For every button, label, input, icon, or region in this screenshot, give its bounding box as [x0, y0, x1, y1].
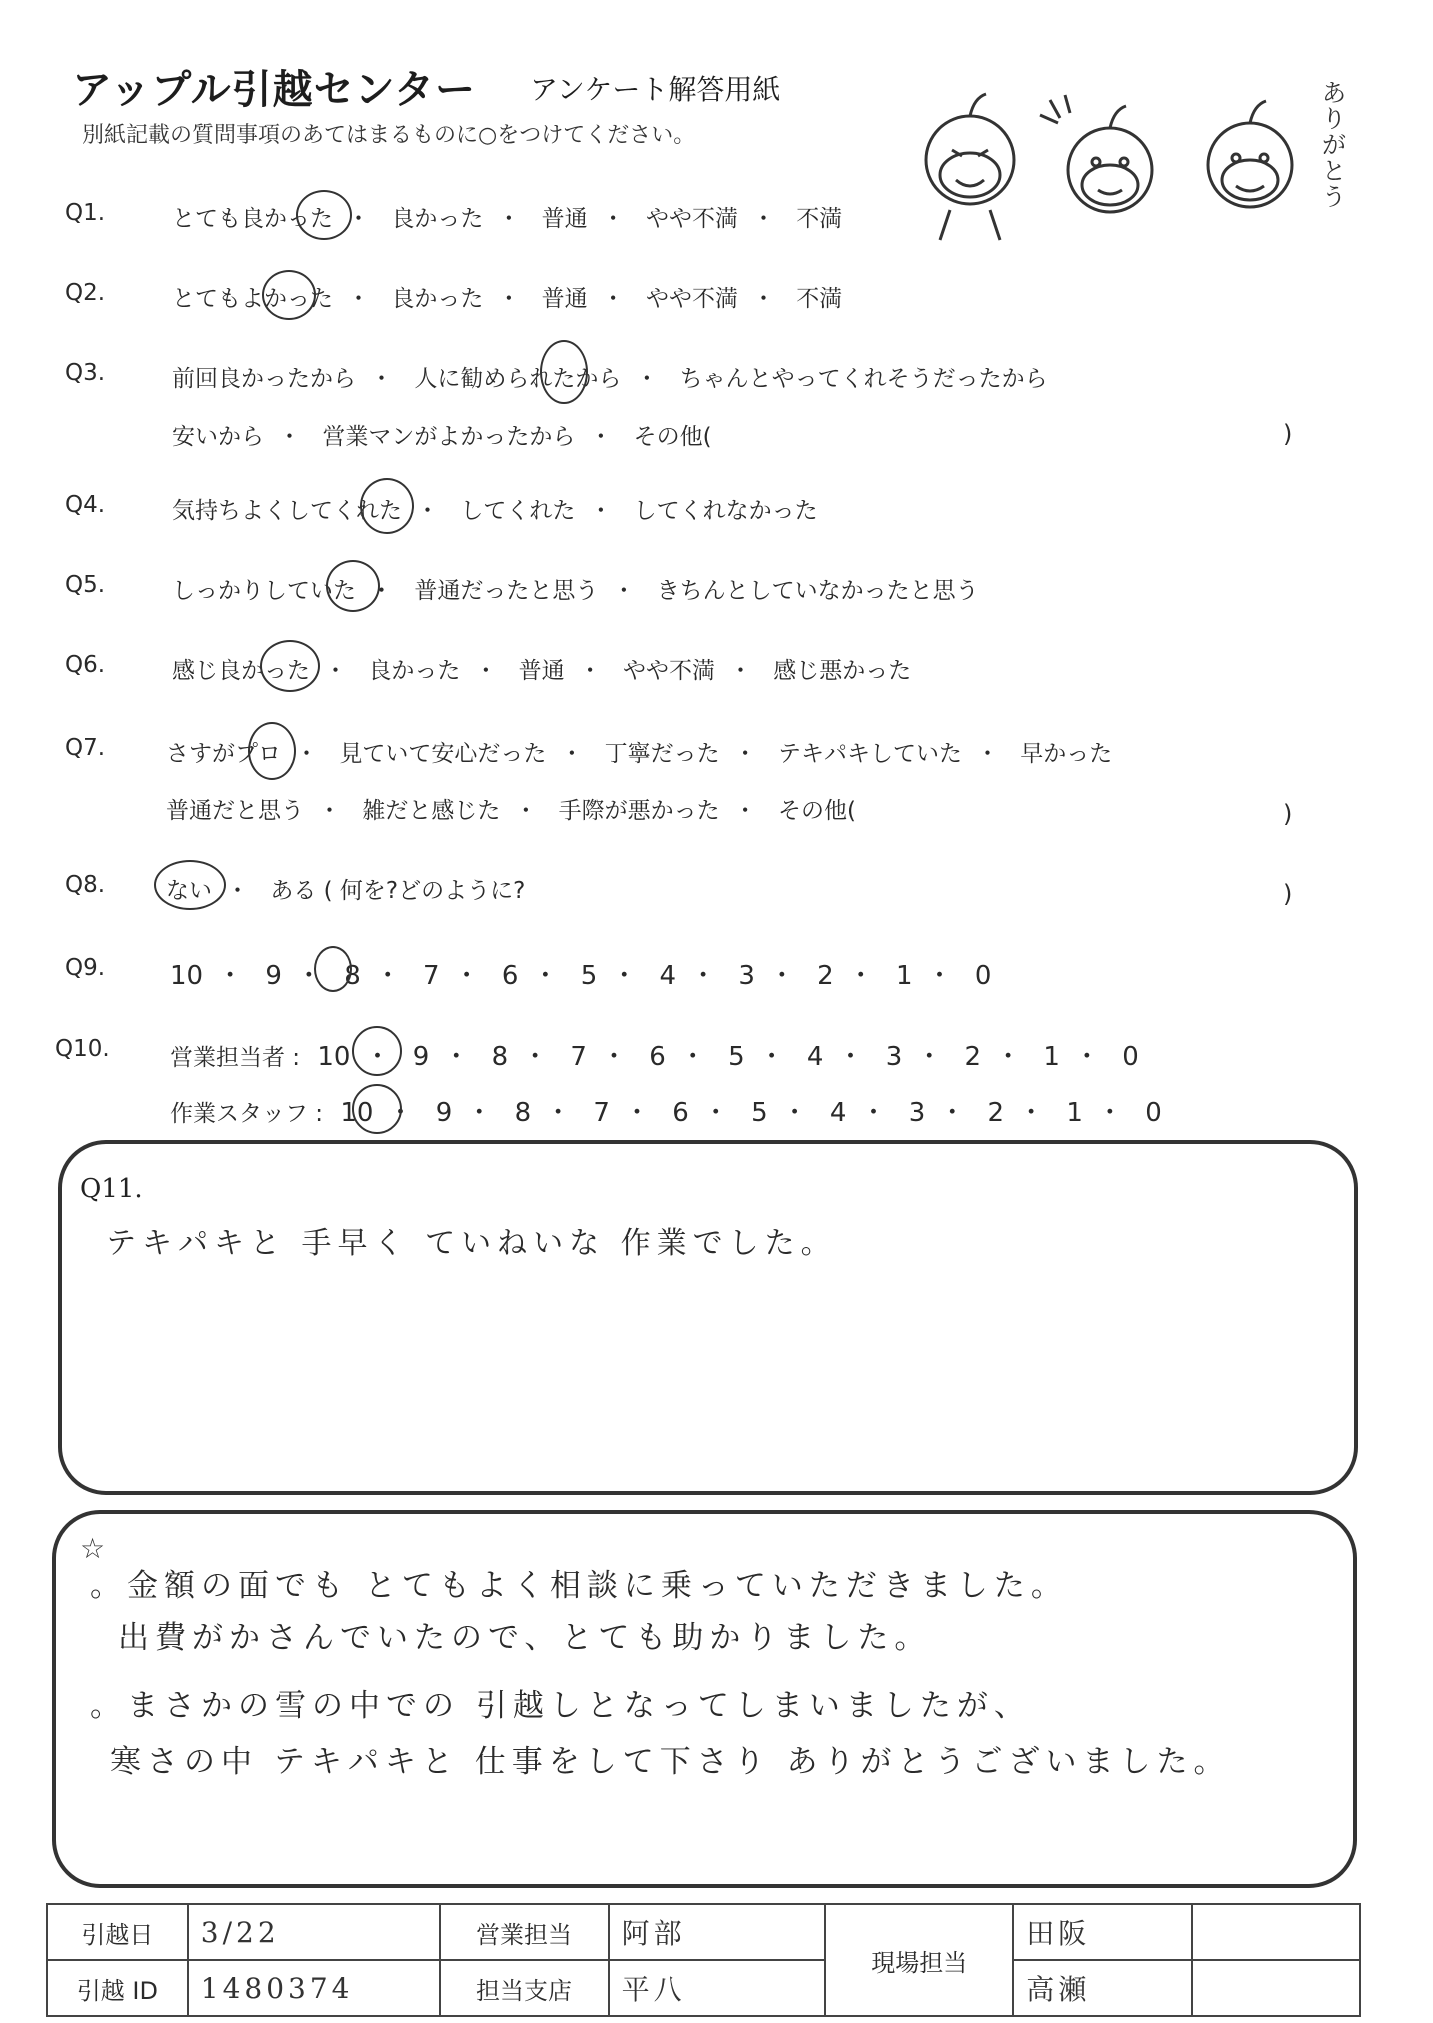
- score-option[interactable]: 3: [738, 961, 755, 991]
- q6-options: 感じ良かった ・ 良かった ・ 普通 ・ やや不満 ・ 感じ悪かった: [172, 658, 912, 684]
- q3-option[interactable]: 前回良かったから: [172, 366, 356, 392]
- q6-option[interactable]: 感じ良かった: [172, 658, 310, 684]
- branch-label: 担当支店: [440, 1960, 609, 2016]
- monkey-face-icon: [1208, 101, 1292, 207]
- q4-options: 気持ちよくしてくれた ・ してくれた ・ してくれなかった: [172, 498, 818, 524]
- q1-option[interactable]: 良かった: [391, 206, 484, 232]
- score-option[interactable]: 2: [817, 961, 834, 991]
- q1-option[interactable]: 不満: [796, 206, 843, 232]
- q2-number: Q2.: [65, 280, 106, 306]
- monkey-mascots-illustration: [890, 70, 1350, 250]
- q6-option[interactable]: 普通: [518, 658, 565, 684]
- q2-option[interactable]: 不満: [796, 286, 843, 312]
- score-option[interactable]: 3: [908, 1098, 926, 1128]
- q3-option[interactable]: ちゃんとやってくれそうだったから: [679, 366, 1048, 392]
- q2-options: とてもよかった ・ 良かった ・ 普通 ・ やや不満 ・ 不満: [172, 286, 843, 312]
- q8-close-paren: ): [1283, 880, 1293, 908]
- move-id-value: 1480374: [188, 1960, 440, 2016]
- score-option[interactable]: 6: [672, 1098, 689, 1128]
- comment-line: 。まさかの雪の中での 引越しとなってしまいましたが、: [90, 1688, 1031, 1724]
- q3-option[interactable]: 人に勧められたから: [414, 366, 622, 392]
- q7-option[interactable]: さすがプロ: [166, 741, 281, 767]
- score-option[interactable]: 4: [829, 1098, 847, 1128]
- score-option[interactable]: 9: [265, 961, 282, 991]
- score-option[interactable]: 9: [435, 1098, 453, 1128]
- comment-line: 。金額の面でも とてもよく相談に乗っていただきました。: [90, 1568, 1068, 1604]
- q3-option[interactable]: 安いから: [172, 424, 264, 450]
- comment-line: 寒さの中 テキパキと 仕事をして下さり ありがとうございました。: [110, 1744, 1231, 1780]
- q8-number: Q8.: [65, 872, 106, 898]
- q4-option[interactable]: 気持ちよくしてくれた: [172, 498, 402, 524]
- q3-close-paren: ): [1283, 420, 1293, 448]
- answer-circle-mark: [314, 946, 352, 992]
- q5-option[interactable]: 普通だったと思う: [414, 578, 599, 604]
- q8-option[interactable]: ない: [166, 878, 212, 904]
- score-option[interactable]: 5: [728, 1042, 745, 1072]
- score-option[interactable]: 0: [1122, 1042, 1139, 1072]
- q7-options-line1: さすがプロ ・ 見ていて安心だった ・ 丁寧だった ・ テキパキしていた ・ 早かった: [166, 741, 1113, 767]
- answer-circle-mark: [260, 640, 320, 692]
- q11-answer-box: [58, 1140, 1358, 1495]
- move-info-table: [46, 1903, 1361, 2017]
- q7-option[interactable]: テキパキしていた: [777, 741, 962, 767]
- score-option[interactable]: 9: [412, 1042, 430, 1072]
- answer-circle-mark: [360, 478, 414, 534]
- q3-number: Q3.: [65, 360, 106, 386]
- empty-cell: [1192, 1960, 1360, 2016]
- score-option[interactable]: 3: [885, 1042, 903, 1072]
- q7-number: Q7.: [65, 735, 106, 761]
- answer-circle-mark: [154, 860, 226, 910]
- score-option[interactable]: 10: [340, 1098, 374, 1128]
- instructions: 別紙記載の質問事項のあてはまるものに○をつけてください。: [82, 123, 696, 148]
- site-staff-value: 田阪: [1013, 1904, 1192, 1960]
- empty-cell: [1192, 1904, 1360, 1960]
- q6-option[interactable]: 良かった: [368, 658, 461, 684]
- q4-number: Q4.: [65, 492, 106, 518]
- score-option[interactable]: 10: [317, 1042, 351, 1072]
- q7-option[interactable]: 普通だと思う: [166, 798, 304, 824]
- q5-number: Q5.: [65, 572, 106, 598]
- move-id-label: 引越 ID: [47, 1960, 188, 2016]
- q10-row-sales: 営業担当者 : 10 ・ 9 ・ 8 ・ 7 ・ 6 ・ 5 ・ 4 ・ 3 ・ 2 ・ 1 ・ 0: [170, 1042, 1139, 1072]
- score-option[interactable]: 4: [659, 961, 677, 991]
- q2-option[interactable]: やや不満: [645, 286, 738, 312]
- q1-options: とても良かった ・ 良かった ・ 普通 ・ やや不満 ・ 不満: [172, 206, 843, 232]
- branch-value: 平八: [609, 1960, 826, 2016]
- score-option[interactable]: 0: [1145, 1098, 1162, 1128]
- q7-option[interactable]: 丁寧だった: [604, 741, 720, 767]
- q1-number: Q1.: [65, 200, 106, 226]
- q9-scale: 10 ・ 9 ・ 8 ・ 7 ・ 6 ・ 5 ・ 4 ・ 3 ・ 2 ・ 1 ・ 0: [170, 961, 992, 991]
- score-option[interactable]: 1: [1066, 1098, 1083, 1128]
- q7-options-line2: 普通だと思う ・ 雑だと感じた ・ 手際が悪かった ・ その他(: [166, 798, 856, 824]
- q2-option[interactable]: とてもよかった: [172, 286, 333, 312]
- company-name: アップル引越センター: [72, 67, 476, 113]
- q7-option[interactable]: 見ていて安心だった: [339, 741, 547, 767]
- q7-option[interactable]: 早かった: [1020, 741, 1113, 767]
- q1-option[interactable]: とても良かった: [172, 206, 333, 232]
- score-option[interactable]: 2: [987, 1098, 1005, 1128]
- score-option[interactable]: 8: [514, 1098, 532, 1128]
- score-option[interactable]: 1: [1043, 1042, 1060, 1072]
- q2-option[interactable]: 良かった: [391, 286, 484, 312]
- q7-option-other[interactable]: その他(: [777, 798, 856, 824]
- q3-options-line1: 前回良かったから ・ 人に勧められたから ・ ちゃんとやってくれそうだったから: [172, 366, 1048, 392]
- q4-option[interactable]: してくれなかった: [633, 498, 818, 524]
- answer-circle-mark: [248, 722, 296, 780]
- score-option[interactable]: 7: [593, 1098, 610, 1128]
- score-option[interactable]: 5: [580, 961, 598, 991]
- q10-number: Q10.: [55, 1036, 110, 1062]
- q7-option[interactable]: 手際が悪かった: [558, 798, 720, 824]
- q5-option[interactable]: しっかりしていた: [172, 578, 356, 604]
- q6-option[interactable]: 感じ悪かった: [773, 658, 912, 684]
- q3-option[interactable]: 営業マンがよかったから: [322, 424, 576, 450]
- score-option[interactable]: 2: [964, 1042, 982, 1072]
- q11-handwritten-answer: テキパキと 手早く ていねいな 作業でした。: [106, 1226, 837, 1261]
- star-icon: ☆: [80, 1532, 106, 1565]
- q3-option-other[interactable]: その他(: [633, 424, 712, 450]
- score-option[interactable]: 8: [344, 961, 361, 991]
- q11-number: Q11.: [80, 1174, 143, 1204]
- move-date-label: 引越日: [47, 1904, 188, 1960]
- answer-circle-mark: [326, 560, 380, 612]
- site-staff-value: 高瀬: [1013, 1960, 1192, 2016]
- answer-circle-mark: [296, 190, 352, 240]
- q8-options: ない ・ ある ( 何を?どのように?: [166, 878, 526, 904]
- answer-circle-mark: [352, 1026, 402, 1076]
- monkey-face-icon: [1040, 95, 1152, 212]
- comment-line: 出費がかさんでいたので、とても助かりました。: [118, 1620, 932, 1656]
- score-option[interactable]: 7: [570, 1042, 587, 1072]
- sales-rep-label: 営業担当: [440, 1904, 609, 1960]
- q6-number: Q6.: [65, 652, 106, 678]
- score-option[interactable]: 0: [974, 961, 992, 991]
- score-option[interactable]: 5: [751, 1098, 768, 1128]
- q10-row-label: 営業担当者 :: [170, 1045, 301, 1071]
- score-option[interactable]: 4: [806, 1042, 824, 1072]
- move-date-value: 3/22: [188, 1904, 440, 1960]
- form-title: アンケート解答用紙: [530, 73, 781, 106]
- q3-options-line2: 安いから ・ 営業マンがよかったから ・ その他(: [172, 424, 712, 450]
- answer-circle-mark: [540, 340, 588, 404]
- sales-rep-value: 阿部: [609, 1904, 826, 1960]
- q4-option[interactable]: してくれた: [460, 498, 576, 524]
- answer-circle-mark: [262, 270, 316, 320]
- score-option[interactable]: 1: [896, 961, 913, 991]
- score-option[interactable]: 10: [170, 961, 204, 991]
- score-option[interactable]: 7: [423, 961, 440, 991]
- q7-close-paren: ): [1283, 800, 1293, 828]
- q10-row-label: 作業スタッフ :: [170, 1101, 324, 1127]
- q9-number: Q9.: [65, 955, 106, 981]
- q2-option[interactable]: 普通: [541, 286, 588, 312]
- q10-row-staff: 作業スタッフ : 10 ・ 9 ・ 8 ・ 7 ・ 6 ・ 5 ・ 4 ・ 3 ・ 2 ・ 1 ・ 0: [170, 1098, 1162, 1128]
- thanks-vertical-text: ありがとう: [1322, 79, 1346, 211]
- q8-option[interactable]: ある ( 何を?どのように?: [270, 878, 526, 904]
- q7-option[interactable]: 雑だと感じた: [362, 798, 501, 824]
- q5-options: しっかりしていた ・ 普通だったと思う ・ きちんとしていなかったと思う: [172, 578, 979, 604]
- score-option[interactable]: 6: [501, 961, 519, 991]
- score-option[interactable]: 8: [491, 1042, 509, 1072]
- q5-option[interactable]: きちんとしていなかったと思う: [656, 578, 979, 604]
- q1-option[interactable]: 普通: [541, 206, 588, 232]
- site-staff-label: 現場担当: [825, 1904, 1013, 2016]
- q6-option[interactable]: やや不満: [622, 658, 715, 684]
- q1-option[interactable]: やや不満: [645, 206, 738, 232]
- score-option[interactable]: 6: [649, 1042, 666, 1072]
- monkey-face-icon: [926, 94, 1014, 240]
- answer-circle-mark: [352, 1084, 402, 1134]
